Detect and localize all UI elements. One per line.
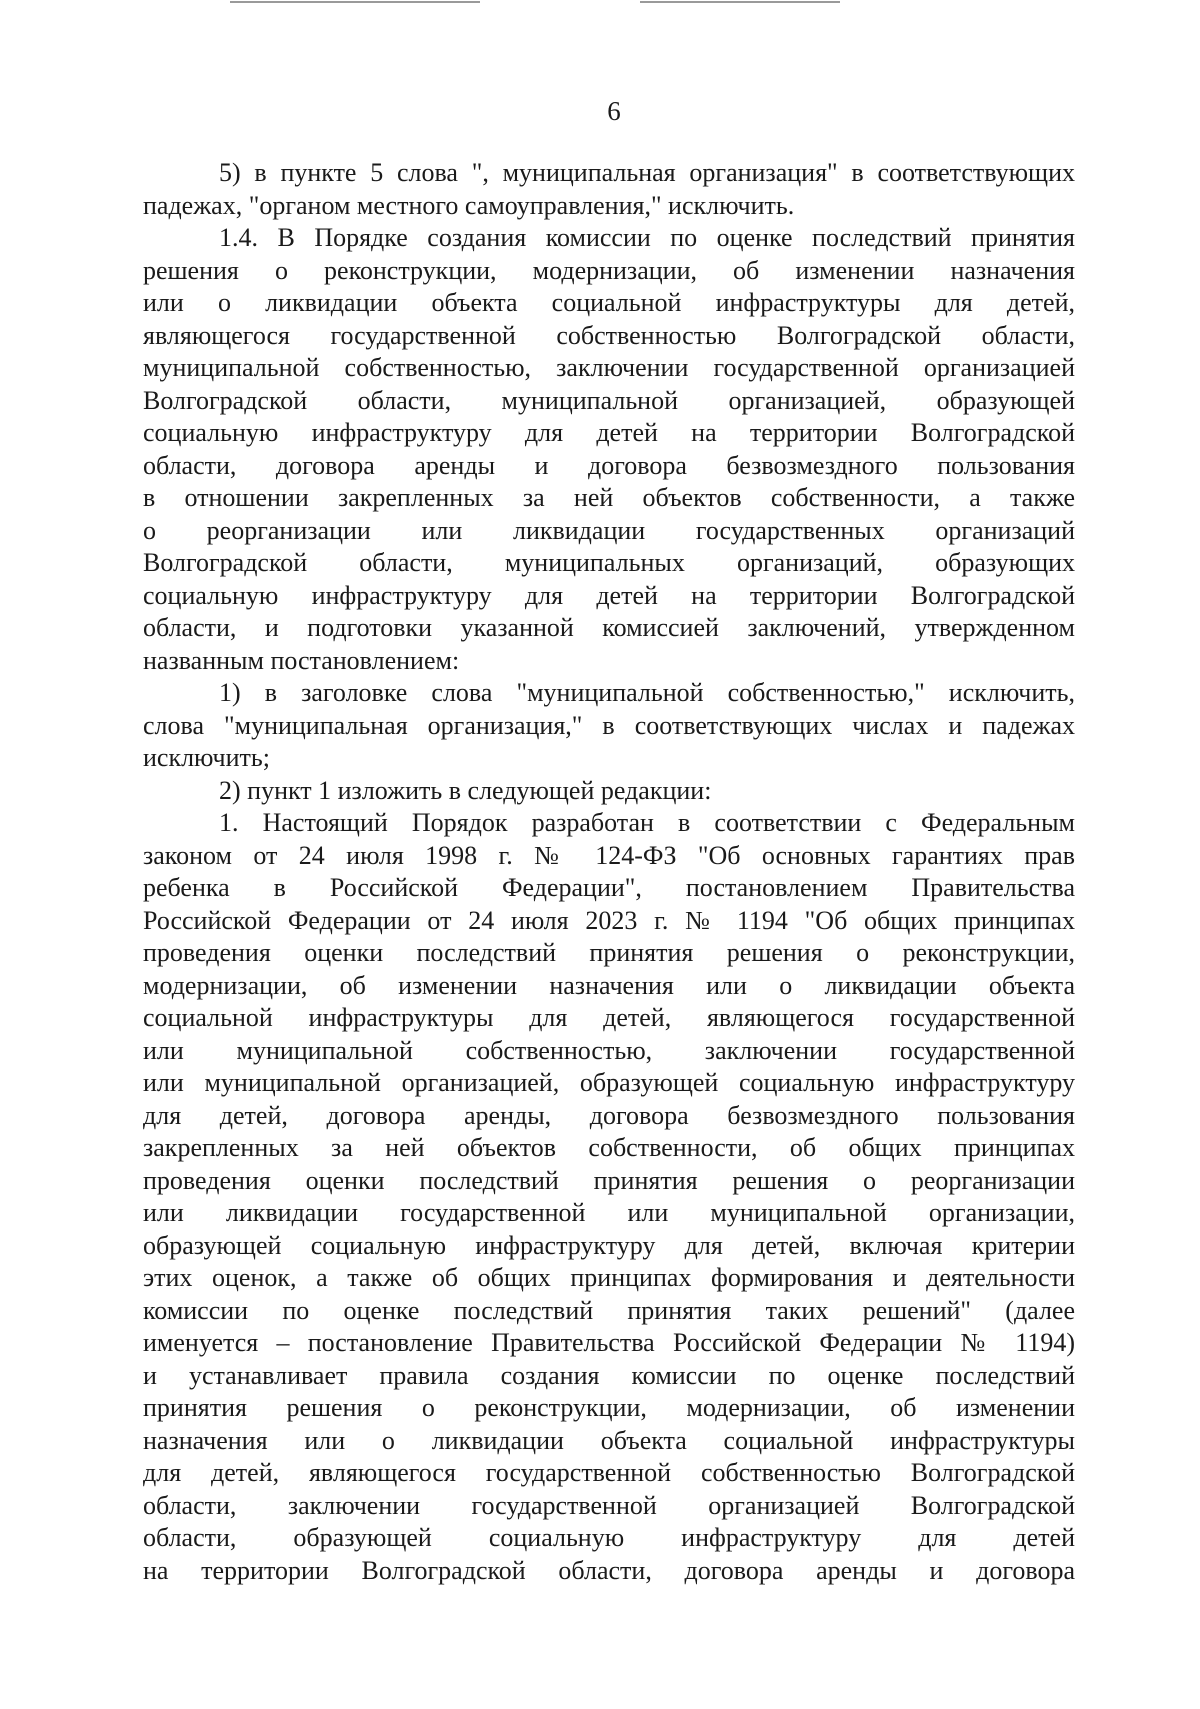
text-line: являющегося государственной собственностью Волгоградской области, — [143, 320, 1075, 350]
paragraph-section-1-4 — [143, 222, 1075, 677]
text-line: или муниципальной собственностью, заключении государственной — [143, 1035, 1075, 1065]
text-line: социальной инфраструктуры для детей, являющегося государственной — [143, 1003, 1075, 1032]
text-line: исключить; — [143, 743, 270, 772]
paragraph-item-1 — [143, 677, 1075, 775]
text-line: падежах, "органом местного самоуправления," исключить. — [143, 190, 795, 220]
text-line: назначения или о ликвидации объекта социальной инфраструктуры — [143, 1425, 1075, 1455]
text-line: социальную инфраструктуру для детей на территории Волгоградской — [143, 418, 1075, 447]
text-line: для детей, являющегося государственной собственностью Волгоградской — [143, 1458, 1075, 1487]
text-line: или о ликвидации объекта социальной инфраструктуры для детей, — [143, 288, 1075, 317]
text-line: социальную инфраструктуру для детей на территории Волгоградской — [143, 580, 1075, 610]
text-line: области, договора аренды и договора безвозмездного пользования — [143, 450, 1075, 480]
text-line: модернизации, об изменении назначения или о ликвидации объекта — [143, 970, 1075, 1000]
text-line: принятия решения о реконструкции, модернизации, об изменении — [143, 1393, 1075, 1422]
text-line: 2) пункт 1 изложить в следующей редакции: — [219, 775, 712, 805]
scan-artifact-line — [230, 1, 480, 3]
text-line: о реорганизации или ликвидации государственных организаций — [143, 515, 1075, 545]
text-line: Российской Федерации от 24 июля 2023 г. № 1194 "Об общих принципах — [143, 905, 1075, 935]
text-line: 1) в заголовке слова "муниципальной собственностью," исключить, — [219, 678, 1075, 707]
text-line: Волгоградской области, муниципальной организацией, образующей — [143, 385, 1075, 415]
text-line: образующей социальную инфраструктуру для детей, включая критерии — [143, 1230, 1075, 1260]
text-line: Волгоградской области, муниципальных организаций, образующих — [143, 548, 1075, 577]
text-line: закрепленных за ней объектов собственности, об общих принципах — [143, 1133, 1075, 1162]
text-line: этих оценок, а также об общих принципах формирования и деятельности — [143, 1263, 1075, 1292]
text-line: на территории Волгоградской области, договора аренды и договора — [143, 1555, 1075, 1585]
text-line: 5) в пункте 5 слова ", муниципальная организация" в соответствующих — [219, 158, 1075, 187]
text-line: именуется – постановление Правительства Российской Федерации № 1194) — [143, 1328, 1075, 1357]
text-line: в отношении закрепленных за ней объектов собственности, а также — [143, 483, 1075, 512]
text-line: решения о реконструкции, модернизации, об изменении назначения — [143, 255, 1075, 285]
paragraph-item-2 — [143, 775, 1075, 808]
paragraph-item-5 — [143, 157, 1075, 222]
text-line: области, и подготовки указанной комиссией заключений, утвержденном — [143, 613, 1075, 642]
text-line: 1.4. В Порядке создания комиссии по оценке последствий принятия — [219, 223, 1075, 252]
text-line: или ликвидации государственной или муниципальной организации, — [143, 1198, 1075, 1227]
text-line: ребенка в Российской Федерации", постановлением Правительства — [143, 873, 1075, 902]
text-line: или муниципальной организацией, образующей социальную инфраструктуру — [143, 1068, 1075, 1097]
paragraph-point-1 — [143, 807, 1075, 1587]
text-line: законом от 24 июля 1998 г. № 124-ФЗ "Об основных гарантиях прав — [143, 840, 1075, 870]
page-number: 6 — [607, 96, 621, 126]
scan-artifact-line — [640, 1, 840, 3]
text-line: проведения оценки последствий принятия решения о реконструкции, — [143, 938, 1075, 967]
text-line: проведения оценки последствий принятия решения о реорганизации — [143, 1165, 1075, 1195]
text-line: области, образующей социальную инфраструктуру для детей — [143, 1523, 1075, 1552]
text-line: 1. Настоящий Порядок разработан в соответствии с Федеральным — [219, 808, 1075, 837]
text-line: для детей, договора аренды, договора безвозмездного пользования — [143, 1100, 1075, 1130]
text-line: слова "муниципальная организация," в соответствующих числах и падежах — [143, 710, 1075, 740]
text-line: области, заключении государственной организацией Волгоградской — [143, 1490, 1075, 1520]
text-line: названным постановлением: — [143, 645, 460, 675]
text-line: комиссии по оценке последствий принятия таких решений" (далее — [143, 1295, 1075, 1325]
document-body — [143, 157, 1075, 1587]
text-line: муниципальной собственностью, заключении государственной организацией — [143, 353, 1075, 382]
text-line: и устанавливает правила создания комиссии по оценке последствий — [143, 1360, 1075, 1390]
